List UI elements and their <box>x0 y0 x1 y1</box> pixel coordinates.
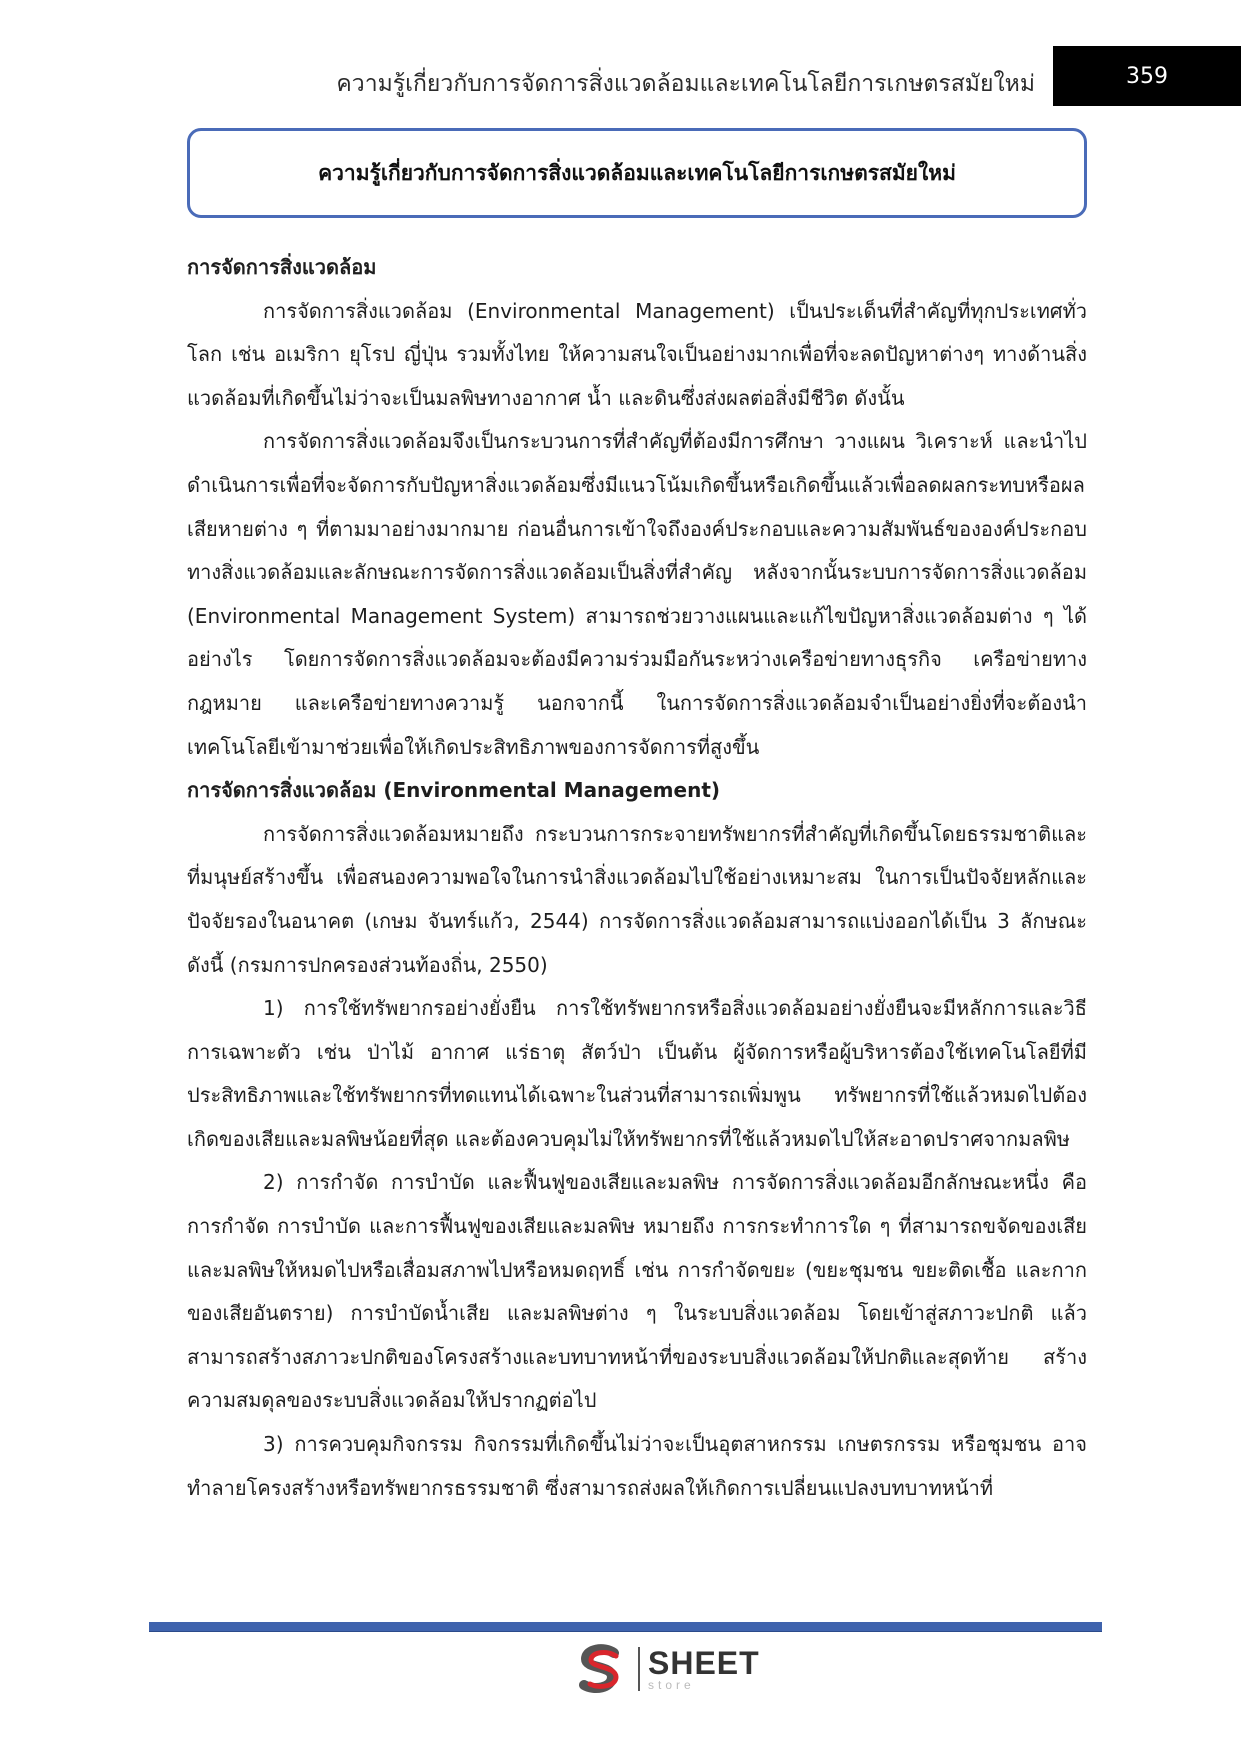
paragraph: การจัดการสิ่งแวดล้อมจึงเป็นกระบวนการที่สำคัญที่ต้องมีการศึกษา วางแผน วิเคราะห์ และนำไปดำเนินการเพื่อที่จะจัดการกับปัญหาสิ่งแวดล้อมซึ่งมีแนวโน้มเกิดขึ้นหรือเกิดขึ้นแล้วเพื่อลดผลกระทบหรือผลเสียหายต่าง ๆ ที่ตามมาอย่างมากมาย ก่อนอื่นการเข้าใจถึงองค์ประกอบและความสัมพันธ์ขององค์ประกอบทางสิ่งแวดล้อมและลักษณะการจัดการสิ่งแวดล้อมเป็นสิ่งที่สำคัญ หลังจากนั้นระบบการจัดการสิ่งแวดล้อม (Environmental Management System) สามารถช่วยวางแผนและแก้ไขปัญหาสิ่งแวดล้อมต่าง ๆ ได้อย่างไร โดยการจัดการสิ่งแวดล้อมจะต้องมีความร่วมมือกันระหว่างเครือข่ายทางธุรกิจ เครือข่ายทางกฎหมาย และเครือข่ายทางความรู้ นอกจากนี้ ในการจัดการสิ่งแวดล้อมจำเป็นอย่างยิ่งที่จะต้องนำเทคโนโลยีเข้ามาช่วยเพื่อให้เกิดประสิทธิภาพของการจัดการที่สูงขึ้น <box>187 429 1087 759</box>
sheet-store-logo <box>576 1643 760 1695</box>
page-number-box <box>1053 46 1241 106</box>
sheet-s-logo-icon <box>576 1644 626 1694</box>
document-body <box>187 246 1087 1510</box>
list-item: 2) การกำจัด การบำบัด และฟื้นฟูของเสียและมลพิษ การจัดการสิ่งแวดล้อมอีกลักษณะหนึ่ง คือ การกำจัด การบำบัด และการฟื้นฟูของเสียและมลพิษ หมายถึง การกระทำการใด ๆ ที่สามารถขจัดของเสียและมลพิษให้หมดไปหรือเสื่อมสภาพไปหรือหมดฤทธิ์ เช่น การกำจัดขยะ (ขยะชุมชน ขยะติดเชื้อ และกากของเสียอันตราย) การบำบัดน้ำเสีย และมลพิษต่าง ๆ ในระบบสิ่งแวดล้อม โดยเข้าสู่สภาวะปกติ แล้วสามารถสร้างสภาวะปกติของโครงสร้างและบทบาทหน้าที่ของระบบสิ่งแวดล้อมให้ปกติและสุดท้าย สร้างความสมดุลของระบบสิ่งแวดล้อมให้ปรากฏต่อไป <box>187 1170 1087 1413</box>
paragraph: การจัดการสิ่งแวดล้อม (Environmental Management) เป็นประเด็นที่สำคัญที่ทุกประเทศทั่วโลก เช่น อเมริกา ยุโรป ญี่ปุ่น รวมทั้งไทย ให้ความสนใจเป็นอย่างมากเพื่อที่จะลดปัญหาต่างๆ ทางด้านสิ่งแวดล้อมที่เกิดขึ้นไม่ว่าจะเป็นมลพิษทางอากาศ น้ำ และดินซึ่งส่งผลต่อสิ่งมีชีวิต ดังนั้น <box>187 298 1087 410</box>
logo-wordmark <box>638 1647 760 1691</box>
chapter-title-box <box>187 128 1087 218</box>
paragraph: การจัดการสิ่งแวดล้อมหมายถึง กระบวนการกระจายทรัพยากรที่สำคัญที่เกิดขึ้นโดยธรรมชาติและที่มนุษย์สร้างขึ้น เพื่อสนองความพอใจในการนำสิ่งแวดล้อมไปใช้อย่างเหมาะสม ในการเป็นปัจจัยหลักและปัจจัยรองในอนาคต (เกษม จันทร์แก้ว, 2544) การจัดการสิ่งแวดล้อมสามารถแบ่งออกได้เป็น 3 ลักษณะ ดังนี้ (กรมการปกครองส่วนท้องถิ่น, 2550) <box>187 821 1087 977</box>
list-item: 3) การควบคุมกิจกรรม กิจกรรมที่เกิดขึ้นไม่ว่าจะเป็นอุตสาหกรรม เกษตรกรรม หรือชุมชน อาจทำลายโครงสร้างหรือทรัพยากรธรรมชาติ ซึ่งสามารถส่งผลให้เกิดการเปลี่ยนแปลงบทบาทหน้าที่ <box>187 1432 1087 1500</box>
list-item: 1) การใช้ทรัพยากรอย่างยั่งยืน การใช้ทรัพยากรหรือสิ่งแวดล้อมอย่างยั่งยืนจะมีหลักการและวิธีการเฉพาะตัว เช่น ป่าไม้ อากาศ แร่ธาตุ สัตว์ป่า เป็นต้น ผู้จัดการหรือผู้บริหารต้องใช้เทคโนโลยีที่มีประสิทธิภาพและใช้ทรัพยากรที่ทดแทนได้เฉพาะในส่วนที่สามารถเพิ่มพูน ทรัพยากรที่ใช้แล้วหมดไปต้องเกิดของเสียและมลพิษน้อยที่สุด และต้องควบคุมไม่ให้ทรัพยากรที่ใช้แล้วหมดไปให้สะอาดปราศจากมลพิษ <box>187 996 1087 1151</box>
section-heading: การจัดการสิ่งแวดล้อม <box>187 255 377 279</box>
logo-subtitle: store <box>648 1678 695 1692</box>
chapter-title: ความรู้เกี่ยวกับการจัดการสิ่งแวดล้อมและเทคโนโลยีการเกษตรสมัยใหม่ <box>318 160 956 185</box>
running-header-title: ความรู้เกี่ยวกับการจัดการสิ่งแวดล้อมและเทคโนโลยีการเกษตรสมัยใหม่ <box>336 71 1035 97</box>
footer-divider <box>149 1622 1102 1632</box>
section-heading: การจัดการสิ่งแวดล้อม (Environmental Management) <box>187 778 721 803</box>
logo-name: SHEET <box>648 1645 760 1681</box>
page-number: 359 <box>1126 63 1168 89</box>
